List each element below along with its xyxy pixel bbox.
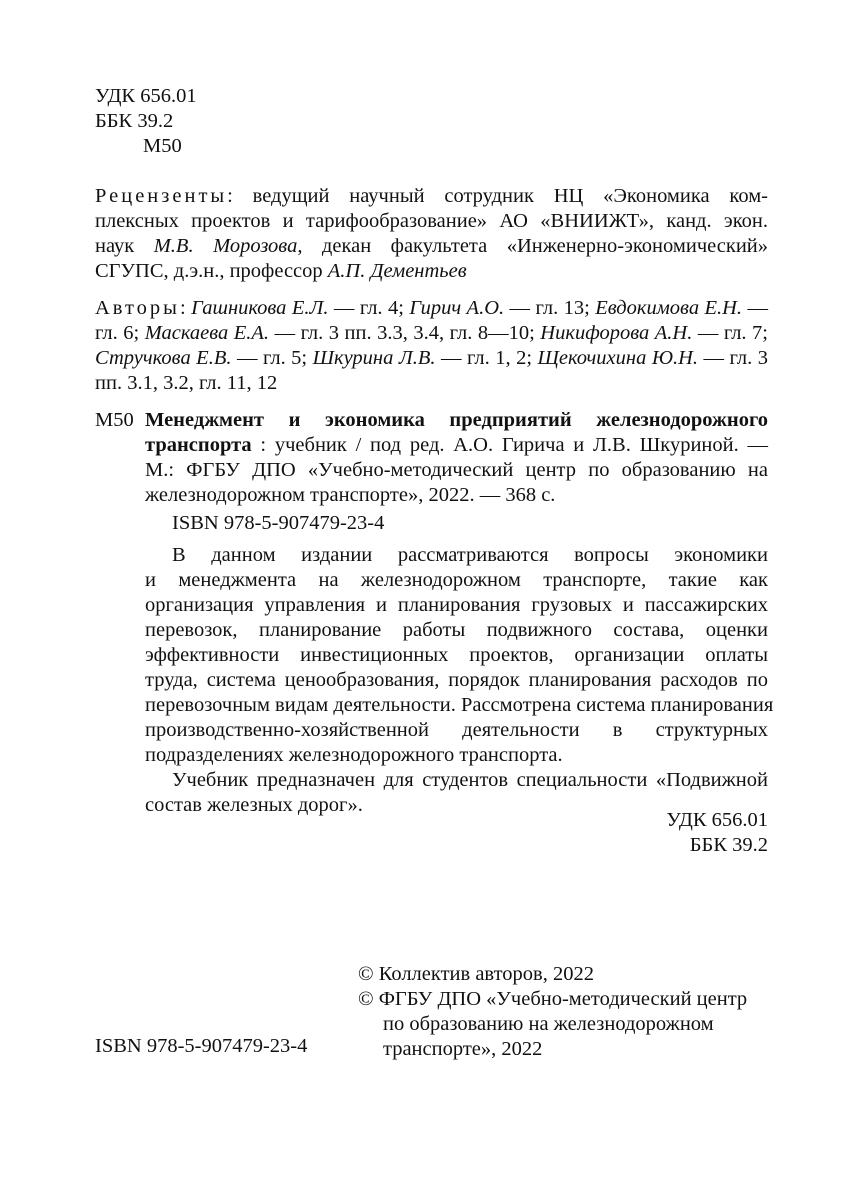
bbk-code-bottom: ББК 39.2: [689, 834, 768, 856]
copyright-publisher-cont: по образованию на железнодорожном: [383, 1013, 714, 1035]
reviewers-line-4: СГУПС, д.э.н., профессор А.П. Дементьев: [95, 260, 467, 282]
copyright-block: [358, 962, 770, 1062]
annotation-line: Учебник предназначен для студентов специальности «Подвижной: [172, 769, 768, 791]
annotation-line: перевозочным видам деятельности. Рассмотрена система планирования: [145, 694, 774, 716]
reviewers-label: Рецензенты: [95, 185, 228, 207]
authors-line-4: пп. 3.1, 3.2, гл. 11, 12: [95, 372, 278, 394]
bbk-code: ББК 39.2: [95, 110, 174, 132]
annotation-line: производственно-хозяйственной деятельности в структурных: [145, 719, 768, 741]
authors-block: [95, 296, 768, 396]
entry-isbn: ISBN 978-5-907479-23-4: [172, 512, 385, 534]
author-mark: М50: [143, 135, 182, 157]
annotation-line: труда, система ценообразования, порядок планирования расходов по: [145, 669, 768, 691]
reviewers-line-3: наук М.В. Морозова, декан факультета «Инженерно-экономический»: [95, 235, 769, 257]
publisher-line: М.: ФГБУ ДПО «Учебно-методический центр по образованию на: [145, 459, 768, 481]
annotation-line: В данном издании рассматриваются вопросы экономики: [172, 544, 768, 566]
reviewers-line-2: плексных проектов и тарифообразование» АО «ВНИИЖТ», канд. экон.: [95, 210, 768, 232]
authors-label: Авторы: [95, 297, 180, 319]
catalog-entry: [145, 408, 768, 536]
copyright-publisher-cont: транспорте», 2022: [383, 1038, 543, 1060]
annotation-line: и менеджмента на железнодорожном транспорте, такие как: [145, 569, 768, 591]
annotation-line: состав железных дорог».: [145, 794, 363, 816]
annotation-line: эффективности инвестиционных проектов, организации оплаты: [145, 644, 768, 666]
publisher-line-2: железнодорожном транспорте», 2022. — 368 с.: [145, 484, 556, 506]
entry-mark: М50: [95, 409, 134, 431]
footer-isbn: ISBN 978-5-907479-23-4: [95, 1035, 308, 1057]
reviewer-name-2: А.П. Дементьев: [327, 260, 467, 282]
udk-code: УДК 656.01: [95, 85, 197, 107]
book-title-line-1: Менеджмент и экономика предприятий железнодорожного: [145, 409, 768, 431]
book-title-end: транспорта: [145, 434, 252, 456]
annotation-line: подразделениях железнодорожного транспорта.: [145, 744, 563, 766]
copyright-authors: © Коллектив авторов, 2022: [358, 963, 594, 985]
annotation-block: [145, 543, 774, 818]
annotation-line: организация управления и планирования грузовых и пассажирских: [145, 594, 768, 616]
bottom-classification: [560, 808, 768, 858]
udk-code-bottom: УДК 656.01: [666, 809, 768, 831]
classification-block: [95, 84, 395, 159]
copyright-publisher: © ФГБУ ДПО «Учебно-методический центр: [358, 988, 748, 1010]
book-title-line-2: транспорта : учебник / под ред. А.О. Гирича и Л.В. Шкуриной. —: [145, 434, 768, 456]
authors-line-3: Стручкова Е.В. — гл. 5; Шкурина Л.В. — гл. 1, 2; Щекочихина Ю.Н. — гл. 3: [95, 347, 768, 369]
annotation-line: перевозок, планирование работы подвижного состава, оценки: [145, 619, 768, 641]
authors-line-1: Авторы: Гашникова Е.Л. — гл. 4; Гирич А.О. — гл. 13; Евдокимова Е.Н. —: [95, 297, 768, 319]
reviewer-name-1: М.В. Морозова: [153, 235, 298, 257]
authors-line-2: гл. 6; Маскаева Е.А. — гл. 3 пп. 3.3, 3.4, гл. 8—10; Никифорова А.Н. — гл. 7;: [95, 322, 769, 344]
reviewers-block: [95, 184, 768, 284]
reviewers-line-1: Рецензенты: ведущий научный сотрудник НЦ «Экономика ком-: [95, 185, 768, 207]
